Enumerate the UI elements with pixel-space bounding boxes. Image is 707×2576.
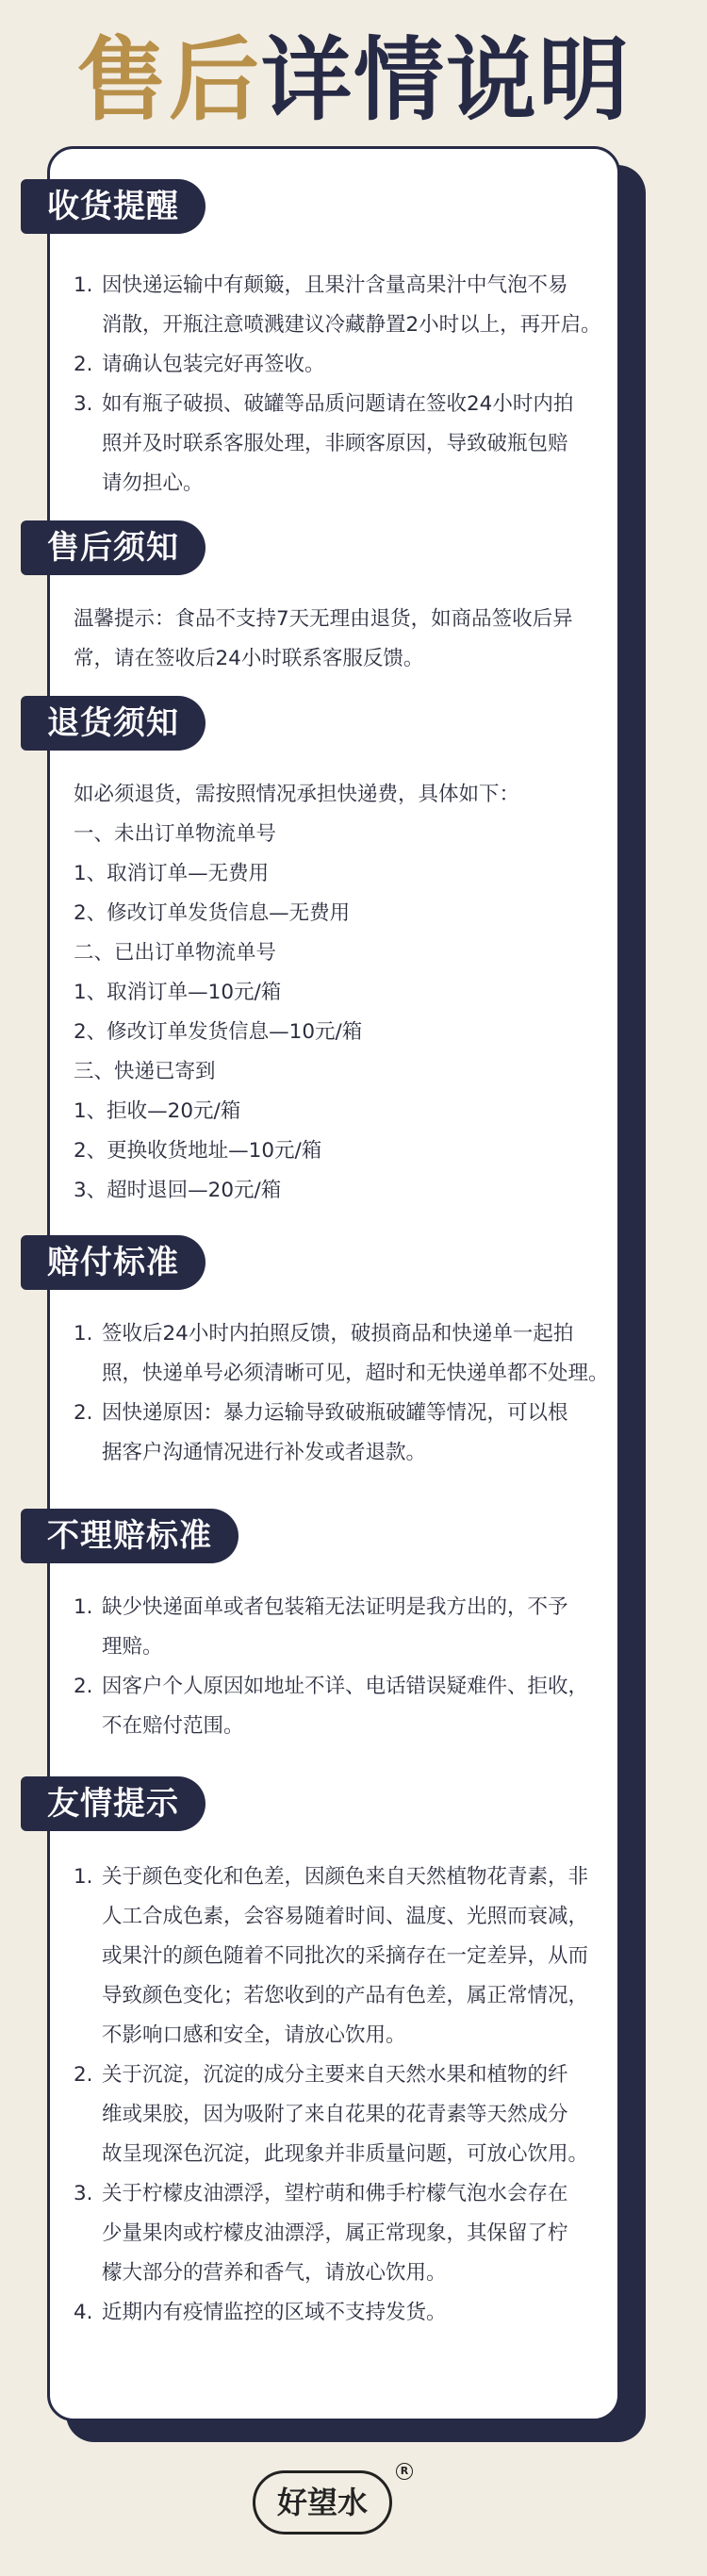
no-compensation-list	[74, 1588, 611, 1746]
receipt-list	[74, 266, 611, 504]
section-heading-aftersale: 售后须知	[26, 520, 206, 575]
section-heading-tips: 友情提示	[26, 1776, 206, 1831]
section-heading-compensation: 赔付标准	[26, 1235, 206, 1290]
list-item: 2. 因快递原因：暴力运输导致破瓶破罐等情况，可以根 据客户沟通情况进行补发或者退款。	[74, 1401, 568, 1464]
list-item: 1. 缺少快递面单或者包装箱无法证明是我方出的，不予 理赔。	[74, 1595, 568, 1659]
title-part-1: 售后	[76, 27, 261, 133]
list-item: 3. 如有瓶子破损、破罐等品质问题请在签收24小时内拍 照并及时联系客服处理，非顾客原因，导致破瓶包赔 请勿担心。	[74, 392, 574, 495]
returns-text: 如必须退货，需按照情况承担快递费，具体如下： 一、未出订单物流单号 1、取消订单—无费用 2、修改订单发货信息—无费用 二、已出订单物流单号 1、取消订单—10元/箱 2、修改订单发货信息—10元/箱 三、快递已寄到 1、拒收—20元/箱 2、更换收货地址—10元/箱 3、超时退回—20元/箱	[74, 783, 520, 1202]
section-heading-receipt: 收货提醒	[26, 179, 206, 234]
list-item: 2. 因客户个人原因如地址不详、电话错误疑难件、拒收， 不在赔付范围。	[74, 1675, 589, 1738]
brand-logo: 好望水	[253, 2470, 392, 2535]
registered-mark-icon: R	[396, 2463, 413, 2480]
list-item: 2. 关于沉淀，沉淀的成分主要来自天然水果和植物的纤 维或果胶，因为吸附了来自花果的花青素等天然成分 故呈现深色沉淀，此现象并非质量问题，可放心饮用。	[74, 2063, 589, 2166]
list-item: 3. 关于柠檬皮油漂浮，望柠萌和佛手柠檬气泡水会存在 少量果肉或柠檬皮油漂浮，属正常现象，其保留了柠 檬大部分的营养和香气，请放心饮用。	[74, 2182, 568, 2285]
compensation-list	[74, 1314, 611, 1473]
section-heading-returns: 退货须知	[26, 696, 206, 751]
list-item: 4. 近期内有疫情监控的区域不支持发货。	[74, 2301, 447, 2324]
section-heading-no-compensation: 不理赔标准	[26, 1509, 238, 1563]
list-item: 1. 签收后24小时内拍照反馈，破损商品和快递单一起拍 照，快递单号必须清晰可见，超时和无快递单都不处理。	[74, 1322, 609, 1385]
page-title	[0, 24, 707, 137]
list-item: 1. 因快递运输中有颠簸，且果汁含量高果汁中气泡不易 消散，开瓶注意喷溅建议冷藏静置2小时以上，再开启。	[74, 273, 601, 337]
list-item: 2. 请确认包装完好再签收。	[74, 353, 325, 376]
aftersale-text: 温馨提示：食品不支持7天无理由退货，如商品签收后异 常，请在签收后24小时联系客服反馈。	[74, 607, 573, 670]
list-item: 1. 关于颜色变化和色差，因颜色来自天然植物花青素，非 人工合成色素，会容易随着时间、温度、光照而衰减， 或果汁的颜色随着不同批次的采摘存在一定差异，从而 导致颜色变化；若您收到的产品有色差，属正常情况， 不影响口感和安全，请放心饮用。	[74, 1865, 589, 2047]
tips-list	[74, 1858, 611, 2333]
title-part-2: 详情说明	[261, 27, 631, 133]
